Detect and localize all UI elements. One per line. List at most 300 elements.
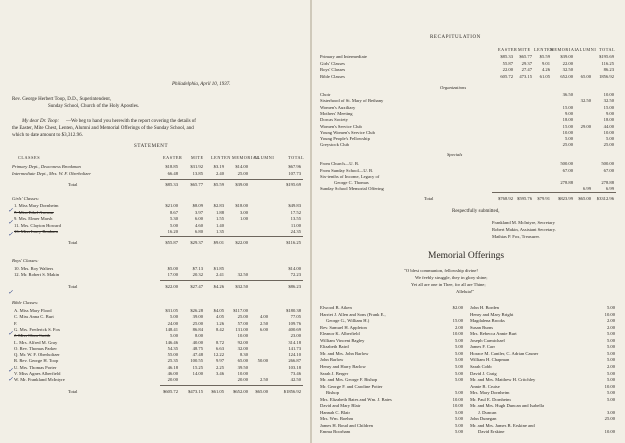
memorial-amount: 5.00 [454, 337, 463, 343]
grand-total-mite: $595.76 [517, 196, 532, 201]
org-row-memorial: 9.00 [564, 110, 573, 116]
org-row-alumni: 29.00 [580, 123, 591, 129]
letter-body: which to date amount to $3,312.96. [12, 133, 83, 138]
bible-row-mite: 25.00 [192, 320, 203, 326]
column-header: LENTEN [211, 155, 231, 160]
org-row-total: 9.00 [605, 110, 614, 116]
check-mark-icon: ✓ [8, 232, 14, 238]
bible-row-alumni: 4.00 [259, 314, 268, 320]
bible-row-easter: 148.41 [165, 326, 178, 332]
verse-line: We feebly struggle, they in glory shine; [415, 275, 488, 280]
bible-row-easter: 24.00 [167, 320, 178, 326]
boys-row-memorial: 32.50 [237, 272, 248, 277]
bible-row-alumni: 6.00 [259, 326, 268, 332]
boys-row-label: 10. Mrs. Roy Walters [14, 266, 54, 271]
bible-total-label: Total [68, 389, 78, 394]
bible-row-mite: 39.00 [192, 314, 203, 320]
verse-line: Alleluia!" [456, 289, 475, 294]
column-header: MEMORIAL [550, 47, 578, 52]
memorial-name: John H. Borden [470, 305, 499, 310]
memorial-amount: 5.00 [606, 377, 615, 383]
memorial-name: Rev. Samuel H. Appleton [320, 324, 367, 330]
memorial-amount: 2.00 [606, 324, 615, 330]
bible-row-lenten: 1.26 [215, 320, 224, 326]
girls-row-easter: 16.20 [167, 229, 178, 234]
dateline: Philadelphia, April 10, 1937. [172, 82, 231, 87]
bible-row-label: C. Miss Anna C. Burt [14, 314, 54, 320]
org-row-label: Mothers' Meeting [320, 110, 353, 116]
total-rule [160, 280, 303, 281]
bible-row-label: Q. Mr. W. F. Oberholtzer [14, 352, 60, 358]
section-title: Bible Classes: [12, 300, 39, 305]
org-row-label: Sisterhood of St. Mary of Bethany [320, 98, 384, 104]
bible-row-total: 266.87 [288, 358, 301, 364]
memorial-name: Susan Burns [470, 324, 494, 330]
org-row-total: 32.50 [603, 98, 614, 104]
girls-row-label: 7. Miss Ethel Armour [14, 209, 54, 215]
recap-row-total: 1856.92 [599, 73, 614, 79]
girls-total-lenten: $9.01 [213, 240, 224, 245]
girls-row-easter: 5.30 [169, 216, 178, 221]
memorial-name: James F. Carr [470, 344, 496, 350]
dept-row-total: $67.96 [288, 164, 301, 169]
bible-row-total: 141.73 [288, 345, 301, 351]
recap-row-mite: 27.47 [521, 67, 532, 73]
girls-row-total: 17.52 [290, 209, 301, 215]
column-header: TOTAL [599, 47, 616, 52]
org-row-total: 25.00 [603, 142, 614, 148]
memorial-amount: 5.00 [606, 396, 615, 402]
bible-row-easter: $31.05 [165, 308, 178, 313]
column-header: MEMORIAL [232, 155, 260, 160]
check-mark-icon: ✓ [8, 208, 14, 214]
bible-row-lenten: 8.72 [215, 339, 224, 345]
memorial-name: David Erskine [478, 429, 505, 435]
verse-line: "O blest communion, fellowship divine! [404, 268, 478, 273]
bible-row-easter: 25.35 [167, 358, 178, 364]
recap-row-label: Girls' Classes [320, 60, 345, 66]
special-row-memorial: 278.88 [560, 180, 573, 185]
memorial-name: Mr. and Mrs. John Barlow [320, 350, 369, 356]
column-header: EASTER [498, 47, 518, 52]
bible-row-easter: 20.00 [167, 377, 178, 383]
org-row-label: Choir [320, 92, 331, 97]
memorial-name: John Dunegan [470, 416, 497, 422]
recap-row-total: 116.25 [601, 60, 614, 66]
special-row-memorial: 500.00 [560, 161, 573, 166]
memorial-amount: 5.00 [454, 377, 463, 383]
memorial-name: Sarah Cobb [470, 363, 492, 369]
memorial-name: William H. Chapman [470, 357, 510, 363]
bible-row-mite: 47.48 [192, 352, 203, 358]
memorial-amount: 5.00 [606, 331, 615, 337]
memorial-amount: 5.00 [454, 390, 463, 396]
org-row-label: Young Women's Service Club [320, 129, 375, 135]
org-row-label: Dorcas Society [320, 117, 348, 123]
memorial-amount: 5.00 [454, 350, 463, 356]
column-header: LENTEN [534, 47, 554, 52]
memorial-amount: 10.00 [604, 429, 615, 435]
bible-total-memorial: $652.00 [233, 389, 248, 394]
boys-total-easter: $22.00 [165, 284, 178, 289]
bible-row-lenten: 2.25 [215, 364, 224, 370]
girls-row-label: 9. Mrs. Elmer Marsh [14, 216, 53, 221]
bible-row-label: L. Mrs. Alfred M. Gray [14, 339, 58, 345]
memorial-amount: 5.00 [454, 422, 463, 428]
memorial-name: Magdalena Brooks [470, 318, 505, 324]
recap-row-label: Boys' Classes [320, 67, 346, 73]
memorial-amount: 5.00 [606, 337, 615, 343]
boys-row-lenten: 2.41 [215, 272, 224, 277]
dept-total-lenten: $5.59 [213, 182, 224, 187]
bible-row-label: W. Mr. Frankland McIntyre [14, 377, 65, 383]
memorial-amount: 5.00 [606, 357, 615, 363]
grand-total-easter: $768.92 [498, 196, 513, 201]
org-row-memorial: 5.00 [564, 136, 573, 142]
dept-total-total: $195.69 [286, 182, 301, 187]
memorial-name: Horace M. Cantler, C. Adrian Casner [470, 350, 539, 356]
girls-row-label: 1. Miss Mary Dornheim [14, 203, 59, 208]
bible-row-total: 109.76 [288, 320, 301, 326]
boys-total-label: Total [68, 284, 78, 289]
memorial-amount: 2.00 [606, 363, 615, 369]
bible-row-easter: 46.00 [167, 371, 178, 376]
special-row-total: 500.00 [601, 161, 614, 166]
bible-row-label: F. [14, 320, 18, 326]
column-header: MITE [518, 47, 531, 52]
bible-row-easter: 5.00 [169, 333, 178, 339]
dept-row-lenten: 2.40 [215, 171, 224, 176]
org-row-label: Women's Auxiliary [320, 104, 356, 110]
bible-row-total: 23.00 [290, 333, 301, 339]
girls-row-lenten: 1.40 [215, 222, 224, 228]
boys-total-memorial: $32.50 [235, 284, 248, 289]
girls-row-mite: $8.09 [192, 203, 203, 208]
total-rule [492, 192, 616, 193]
girls-row-easter: 5.00 [169, 222, 178, 228]
letter-body: the Easter, Mite Chest, Lenten, Alumni and Memorial Offerings of the Sunday School, and [12, 126, 194, 131]
grand-total-lenten: $79.91 [537, 196, 550, 201]
girls-row-mite: 6.00 [194, 216, 203, 221]
bible-row-label: A. Miss Mary Flood [14, 308, 52, 313]
memorial-amount: 5.00 [454, 370, 463, 376]
girls-row-total: $49.83 [288, 203, 301, 208]
bible-row-lenten: 3.46 [215, 371, 224, 376]
bible-row-memorial: 32.00 [237, 345, 248, 351]
bible-row-memorial: 25.00 [237, 314, 248, 320]
boys-row-label: 12. Mr. Robert S. Makin [14, 272, 60, 277]
memorial-amount: 25.00 [604, 416, 615, 422]
memorial-name: Mr. Paul E. Dornheim [470, 396, 511, 402]
bible-row-easter: 54.35 [167, 345, 178, 351]
closing: Respectfully submitted, [452, 209, 500, 214]
memorial-name: Mrs. Wm. Boehm [320, 416, 354, 422]
boys-row-total: $14.00 [288, 266, 301, 271]
recap-row-mite: 473.15 [519, 73, 532, 79]
memorial-name: James H. Boud and Children [320, 422, 373, 428]
dept-total-mite: $65.77 [190, 182, 203, 187]
bible-row-total: 77.05 [290, 314, 301, 320]
column-header: ALUMNI [576, 47, 597, 52]
girls-row-mite: 4.60 [194, 222, 203, 228]
girls-row-memorial: $18.00 [235, 203, 248, 208]
org-row-memorial: 36.50 [562, 92, 573, 97]
special-row-label: From Church—U. B. [320, 161, 360, 166]
bible-row-total: 124.10 [288, 352, 301, 358]
girls-total-label: Total [68, 240, 78, 245]
column-header: ALUMNI [254, 155, 275, 160]
org-row-label: Greystock Club [320, 142, 349, 148]
memorial-name: William Vincent Bagley [320, 337, 365, 343]
memorial-amount: 5.00 [454, 363, 463, 369]
org-row-memorial: 15.00 [562, 104, 573, 110]
org-row-memorial: 25.00 [562, 142, 573, 148]
section-title: Organizations [440, 85, 467, 90]
memorial-amount: 2.00 [606, 318, 615, 324]
girls-row-memorial: 1.00 [239, 216, 248, 221]
bible-total-alumni: $65.00 [255, 389, 268, 394]
section-title: Girls' Classes: [12, 196, 40, 201]
recap-row-label: Bible Classes [320, 73, 345, 79]
girls-total-mite: $29.37 [190, 240, 203, 245]
memorial-title: Memorial Offerings [428, 251, 505, 261]
girls-row-lenten: $2.83 [213, 203, 224, 208]
bible-row-total: 73.46 [290, 371, 301, 376]
dept-row-mite: $31.92 [190, 164, 203, 169]
girls-row-total: 24.35 [290, 229, 301, 234]
bible-row-mite: 48.75 [192, 345, 203, 351]
org-row-total: 5.00 [605, 136, 614, 142]
girls-row-lenten: 1.35 [215, 229, 224, 234]
verse-line: Yet all are one in Thee, for all are Thine; [411, 282, 486, 287]
girls-row-label: 11. Mrs. Clayton Howard [14, 222, 61, 228]
grand-total-total: $3312.96 [596, 196, 614, 201]
memorial-name: Hannah C. Blair [320, 409, 350, 415]
check-mark-icon: ✓ [8, 368, 14, 374]
bible-row-easter: 5.00 [169, 314, 178, 320]
special-row-total: 67.00 [603, 168, 614, 173]
signature: Frankland M. McIntyre, Secretary [492, 220, 555, 225]
memorial-name: Mr. and Mrs. George F. Bishop [320, 377, 378, 383]
bible-row-total: 42.50 [290, 377, 301, 383]
bible-row-memorial: 57.00 [237, 320, 248, 326]
bible-row-mite: 15.25 [192, 364, 203, 370]
org-row-total: 10.00 [603, 92, 614, 97]
bible-row-total: 400.69 [288, 326, 301, 332]
bible-row-label: R. Rev. George H. Toop [14, 358, 59, 364]
dept-row-memorial: 25.00 [237, 171, 248, 176]
memorial-name: Mr. and Mrs. Hugh Duncan and Isabella [470, 403, 544, 409]
boys-row-mite: 20.32 [192, 272, 203, 277]
memorial-amount: 10.00 [452, 403, 463, 409]
special-row-label: Sunday School Memorial Offering [320, 186, 384, 191]
bible-row-lenten: 4.05 [215, 314, 224, 320]
memorial-amount: 5.00 [454, 409, 463, 415]
bible-row-total: 103.18 [288, 364, 301, 370]
bible-row-total: 314.18 [288, 339, 301, 345]
recap-row-memorial: 32.50 [562, 67, 573, 73]
boys-row-total: 72.23 [290, 272, 301, 277]
bible-row-memorial: 65.00 [237, 358, 248, 364]
dept-row-memorial: $14.00 [235, 164, 248, 169]
memorial-amount: 5.00 [606, 370, 615, 376]
girls-total-total: $116.25 [286, 240, 301, 245]
bible-row-lenten: 12.22 [213, 352, 224, 358]
column-header: CLASSES [18, 155, 41, 160]
bible-row-mite: $26.28 [190, 308, 203, 313]
boys-row-easter: $5.00 [167, 266, 178, 271]
girls-total-easter: $55.87 [165, 240, 178, 245]
column-header: EASTER [163, 155, 183, 160]
memorial-name: Mr. and Mrs. Matthew H. Critchley [470, 377, 536, 383]
dept-row-total: 107.73 [288, 171, 301, 176]
memorial-name: Mr. and Mrs. James B. Erskine and [470, 422, 535, 428]
memorial-amount: 2.00 [454, 324, 463, 330]
boys-row-mite: $7.13 [192, 266, 203, 271]
bible-row-memorial: 39.50 [237, 364, 248, 370]
bible-row-mite: 100.55 [190, 358, 203, 364]
memorial-name: John Barlow [320, 357, 344, 363]
memorial-name: Elizabeth Baird [320, 344, 349, 350]
check-mark-icon: ✓ [8, 331, 14, 337]
addressee-line: Sunday School, Church of the Holy Apostles. [48, 104, 140, 109]
org-row-label: Young People's Fellowship [320, 136, 370, 142]
memorial-amount: 10.00 [452, 331, 463, 337]
special-row-alumni: 6.99 [582, 186, 591, 191]
bible-row-alumni: 2.50 [259, 377, 268, 383]
memorial-amount: 5.00 [454, 416, 463, 422]
org-row-memorial: 10.00 [562, 129, 573, 135]
girls-row-memorial: 3.00 [239, 209, 248, 215]
recap-row-total: 86.23 [603, 67, 614, 73]
girls-row-mite: 3.97 [194, 209, 203, 215]
total-rule [160, 236, 303, 237]
boys-total-lenten: $4.26 [213, 284, 224, 289]
org-row-total: 15.00 [603, 104, 614, 110]
recap-row-total: $195.69 [599, 54, 614, 59]
recap-row-lenten: 4.26 [541, 67, 550, 73]
dept-row-mite: 13.85 [192, 171, 203, 176]
recap-row-easter: 22.00 [502, 67, 513, 73]
bible-row-label: J. Miss Clara Smith [14, 333, 51, 339]
recap-title: RECAPITULATION [430, 35, 481, 40]
section-title: Specials [447, 152, 463, 157]
bible-total-mite: $473.15 [188, 389, 203, 394]
bible-row-mite: 8.00 [194, 333, 203, 339]
memorial-name: David J. Craig [470, 370, 497, 376]
memorial-name: J. Duncan [478, 409, 497, 415]
recap-row-lenten: $5.59 [539, 54, 550, 59]
signature: Robert Makin, Assistant Secretary. [492, 227, 556, 232]
memorial-name: Henry and Harry Barlow [320, 363, 366, 369]
bible-row-label: O. Rev. Thomas Parker [14, 345, 57, 351]
memorial-name: Bishop [326, 390, 340, 396]
addressee-line: Rev. George Herbert Toop, D.D., Superintendent, [12, 97, 111, 102]
statement-title: STATEMENT [134, 144, 169, 149]
bible-row-memorial: 10.00 [237, 371, 248, 376]
memorial-amount: 10.00 [604, 383, 615, 389]
boys-total-mite: $27.47 [190, 284, 203, 289]
recap-row-easter: 605.72 [500, 73, 513, 79]
dept-total-label: Total [68, 182, 78, 187]
bible-total-lenten: $61.05 [211, 389, 224, 394]
letter-body: —We beg to hand you herewith the report covering the details of [66, 119, 196, 124]
girls-row-easter: 8.67 [169, 209, 178, 215]
special-row-total: 6.99 [605, 186, 614, 191]
special-row-label: From Sunday School—U. B. [320, 168, 374, 173]
total-rule [160, 385, 303, 386]
org-row-memorial: 18.00 [562, 117, 573, 123]
recap-row-easter: $85.33 [500, 54, 513, 59]
special-row-label: Six-tenths of Income, Legacy of [320, 174, 380, 179]
memorial-name: Sarah J. Berger [320, 370, 349, 376]
dept-row-easter: 66.48 [167, 171, 178, 176]
recap-row-mite: $65.77 [519, 54, 532, 59]
memorial-name: Mrs. Elizabeth Bates and Wm. J. Bates [320, 396, 392, 402]
girls-row-total: 11.00 [290, 222, 301, 228]
recap-row-memorial: 652.00 [560, 73, 573, 79]
org-row-label: Women's Service Club [320, 123, 362, 129]
memorial-name: Harriet J. Allen and Sons (Frank E., [320, 311, 386, 317]
bible-total-easter: $605.72 [163, 389, 178, 394]
org-row-total: 18.00 [603, 117, 614, 123]
memorial-amount: $2.00 [452, 305, 463, 310]
girls-row-mite: 6.80 [194, 229, 203, 234]
bible-row-lenten: 6.63 [215, 345, 224, 351]
bible-row-mite: 86.84 [192, 326, 203, 332]
grand-total-memorial: $823.99 [558, 196, 573, 201]
recap-row-easter: 55.87 [502, 60, 513, 66]
girls-row-lenten: 1.55 [215, 216, 224, 221]
memorial-name: Annie B. Cruise [470, 383, 500, 389]
memorial-amount: 5.00 [454, 344, 463, 350]
special-row-label: George C. Thomas [334, 180, 369, 185]
recap-row-memorial: $39.00 [560, 54, 573, 59]
memorial-amount: 5.00 [606, 390, 615, 396]
bible-row-label: G. Mrs. Frederick S. Fox [14, 326, 61, 332]
recap-row-label: Primary and Intermediate [320, 54, 367, 59]
check-mark-icon: ✓ [8, 220, 14, 226]
signature: Mathias P. Fox, Treasurer. [492, 234, 540, 239]
right-page [312, 0, 625, 443]
recap-row-mite: 29.37 [521, 60, 532, 66]
bible-row-label: U. Mrs. Thomas Porter [14, 364, 57, 370]
dept-total-memorial: $39.00 [235, 182, 248, 187]
bible-row-lenten: 9.97 [215, 358, 224, 364]
org-row-memorial: 15.00 [562, 123, 573, 129]
memorial-name: David and Mary Blair [320, 403, 361, 409]
dept-row-easter: $18.85 [165, 164, 178, 169]
girls-row-easter: $21.00 [165, 203, 178, 208]
grand-total-label: Total [424, 196, 434, 201]
memorial-name: George G., William H.) [326, 318, 370, 324]
bible-row-easter: 55.00 [167, 352, 178, 358]
recap-row-lenten: 61.05 [539, 73, 550, 79]
section-title: Boys' Classes: [12, 258, 39, 263]
boys-row-lenten: $1.85 [213, 266, 224, 271]
bible-row-lenten: 8.42 [215, 326, 224, 332]
memorial-name: Emma Boorham [320, 429, 351, 435]
bible-row-alumni: 50.00 [257, 358, 268, 364]
memorial-amount: 5.00 [454, 357, 463, 363]
bible-row-total: $180.38 [286, 308, 301, 313]
dept-row-lenten: $3.19 [213, 164, 224, 169]
bible-row-lenten: $4.05 [213, 308, 224, 313]
bible-row-memorial: 8.30 [239, 352, 248, 358]
memorial-amount: 5.00 [454, 429, 463, 435]
memorial-name: Henry and Mary Bright [470, 311, 514, 317]
dept-total-easter: $85.33 [165, 182, 178, 187]
